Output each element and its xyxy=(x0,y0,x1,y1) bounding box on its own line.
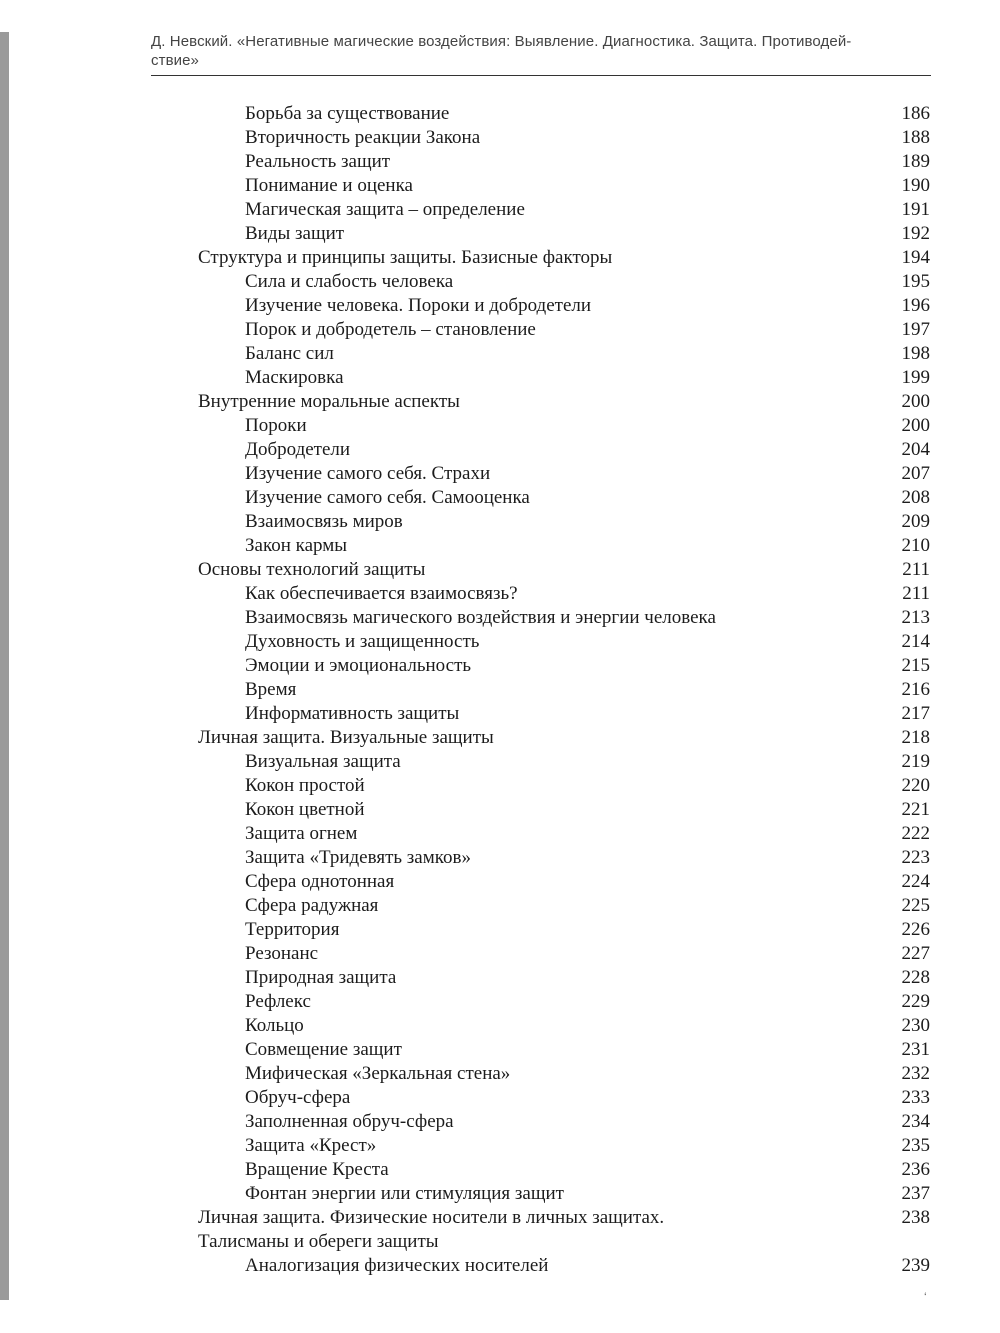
toc-entry-page-number: 235 xyxy=(901,1135,930,1156)
toc-entry-page-number: 189 xyxy=(901,151,930,172)
toc-entry-title: Аналогизация физических носителей xyxy=(245,1255,549,1276)
toc-entry-title: Как обеспечивается взаимосвязь? xyxy=(245,583,518,604)
toc-entry[interactable] xyxy=(0,990,1000,1014)
toc-entry-page-number: 200 xyxy=(901,415,930,436)
toc-entry-title: Пороки xyxy=(245,415,307,436)
toc-entry[interactable] xyxy=(0,462,1000,486)
toc-entry-title: Закон кармы xyxy=(245,535,348,556)
toc-entry-page-number: 207 xyxy=(901,463,930,484)
toc-entry-page-number: 227 xyxy=(901,943,930,964)
toc-entry-title: Эмоции и эмоциональность xyxy=(245,655,472,676)
toc-entry[interactable] xyxy=(0,174,1000,198)
toc-entry-title: Рефлекс xyxy=(245,991,311,1012)
toc-entry[interactable] xyxy=(0,894,1000,918)
toc-entry-title: Внутренние моральные аспекты xyxy=(198,391,460,412)
toc-entry-title: Основы технологий защиты xyxy=(198,559,426,580)
toc-entry-page-number: 213 xyxy=(901,607,930,628)
toc-entry[interactable] xyxy=(0,1158,1000,1182)
toc-entry-page-number: 194 xyxy=(901,247,930,268)
toc-entry[interactable] xyxy=(0,198,1000,222)
toc-entry-title: Защита «Крест» xyxy=(245,1135,377,1156)
toc-entry-title: Взаимосвязь магического воздействия и энергии человека xyxy=(245,607,716,628)
toc-entry-page-number: 191 xyxy=(901,199,930,220)
toc-entry[interactable] xyxy=(0,750,1000,774)
toc-entry[interactable] xyxy=(0,966,1000,990)
toc-entry[interactable] xyxy=(0,678,1000,702)
toc-entry-page-number: 226 xyxy=(901,919,930,940)
toc-entry-title: Сфера однотонная xyxy=(245,871,395,892)
toc-entry[interactable] xyxy=(0,774,1000,798)
toc-entry-title: Личная защита. Визуальные защиты xyxy=(198,727,494,748)
toc-entry-title: Сила и слабость человека xyxy=(245,271,454,292)
toc-entry-page-number: 211 xyxy=(902,559,930,580)
toc-entry-page-number: 186 xyxy=(901,103,930,124)
toc-entry-page-number: 210 xyxy=(901,535,930,556)
toc-entry[interactable] xyxy=(0,1206,1000,1230)
toc-entry-title: Природная защита xyxy=(245,967,397,988)
toc-entry-page-number: 229 xyxy=(901,991,930,1012)
toc-entry-title: Визуальная защита xyxy=(245,751,401,772)
toc-entry-title: Взаимосвязь миров xyxy=(245,511,403,532)
toc-entry[interactable] xyxy=(0,102,1000,126)
toc-entry[interactable] xyxy=(0,654,1000,678)
toc-entry-title: Понимание и оценка xyxy=(245,175,413,196)
toc-entry-page-number: 228 xyxy=(901,967,930,988)
toc-entry-page-number: 238 xyxy=(901,1207,930,1228)
toc-entry-page-number: 199 xyxy=(901,367,930,388)
toc-entry[interactable] xyxy=(0,438,1000,462)
toc-entry-page-number: 208 xyxy=(901,487,930,508)
toc-entry-page-number: 216 xyxy=(901,679,930,700)
toc-entry-title: Духовность и защищенность xyxy=(245,631,480,652)
toc-entry[interactable] xyxy=(0,390,1000,414)
toc-entry-title: Изучение самого себя. Страхи xyxy=(245,463,491,484)
toc-entry[interactable] xyxy=(0,1254,1000,1278)
toc-entry-title: Фонтан энергии или стимуляция защит xyxy=(245,1183,564,1204)
toc-entry-page-number: 232 xyxy=(901,1063,930,1084)
toc-entry[interactable] xyxy=(0,822,1000,846)
toc-entry-page-number: 220 xyxy=(901,775,930,796)
toc-entry-title: Баланс сил xyxy=(245,343,334,364)
toc-entry-page-number: 234 xyxy=(901,1111,930,1132)
toc-entry-page-number: 239 xyxy=(901,1255,930,1276)
toc-entry-page-number: 197 xyxy=(901,319,930,340)
table-of-contents xyxy=(0,102,1000,1278)
toc-entry-page-number: 188 xyxy=(901,127,930,148)
toc-entry-title: Магическая защита – определение xyxy=(245,199,525,220)
toc-entry-page-number: 237 xyxy=(901,1183,930,1204)
toc-entry-title: Реальность защит xyxy=(245,151,391,172)
toc-entry-page-number: 198 xyxy=(901,343,930,364)
toc-entry[interactable] xyxy=(0,246,1000,270)
toc-entry-page-number: 214 xyxy=(901,631,930,652)
toc-entry-title: Виды защит xyxy=(245,223,345,244)
toc-entry-page-number: 196 xyxy=(901,295,930,316)
toc-entry-page-number: 211 xyxy=(902,583,930,604)
toc-entry-page-number: 209 xyxy=(901,511,930,532)
toc-entry-title: Заполненная обруч-сфера xyxy=(245,1111,454,1132)
toc-entry-title: Добродетели xyxy=(245,439,351,460)
toc-entry-page-number: 190 xyxy=(901,175,930,196)
toc-entry-title: Мифическая «Зеркальная стена» xyxy=(245,1063,511,1084)
toc-entry[interactable] xyxy=(0,1134,1000,1158)
toc-entry-title: Порок и добродетель – становление xyxy=(245,319,536,340)
toc-entry[interactable] xyxy=(0,126,1000,150)
toc-entry[interactable] xyxy=(0,1230,1000,1254)
toc-entry-title: Вращение Креста xyxy=(245,1159,389,1180)
toc-entry-page-number: 215 xyxy=(901,655,930,676)
toc-entry-title: Территория xyxy=(245,919,340,940)
toc-entry-title: Кокон цветной xyxy=(245,799,365,820)
toc-entry-page-number: 225 xyxy=(901,895,930,916)
toc-entry-page-number: 231 xyxy=(901,1039,930,1060)
toc-entry-page-number: 230 xyxy=(901,1015,930,1036)
toc-entry[interactable] xyxy=(0,414,1000,438)
toc-entry-page-number: 217 xyxy=(901,703,930,724)
toc-entry-page-number: 222 xyxy=(901,823,930,844)
toc-entry-title: Кольцо xyxy=(245,1015,304,1036)
toc-entry-title: Защита «Тридевять замков» xyxy=(245,847,471,868)
toc-entry[interactable] xyxy=(0,1182,1000,1206)
toc-entry-title: Структура и принципы защиты. Базисные факторы xyxy=(198,247,613,268)
toc-entry-title: Обруч-сфера xyxy=(245,1087,351,1108)
toc-entry[interactable] xyxy=(0,1038,1000,1062)
toc-entry-title: Сфера радужная xyxy=(245,895,379,916)
toc-entry[interactable] xyxy=(0,510,1000,534)
toc-entry-title: Личная защита. Физические носители в личных защитах. xyxy=(198,1207,665,1228)
toc-entry[interactable] xyxy=(0,342,1000,366)
toc-entry-title: Резонанс xyxy=(245,943,319,964)
toc-entry[interactable] xyxy=(0,1014,1000,1038)
running-head-text: Д. Невский. «Негативные магические воздействия: Выявление. Диагностика. Защита. Противодей- ствие» xyxy=(151,33,852,69)
toc-entry[interactable] xyxy=(0,318,1000,342)
toc-entry[interactable] xyxy=(0,606,1000,630)
toc-entry-page-number: 224 xyxy=(901,871,930,892)
toc-entry-title: Защита огнем xyxy=(245,823,358,844)
toc-entry-page-number: 204 xyxy=(901,439,930,460)
toc-entry[interactable] xyxy=(0,222,1000,246)
toc-entry[interactable] xyxy=(0,726,1000,750)
toc-entry[interactable] xyxy=(0,918,1000,942)
toc-entry-page-number: 223 xyxy=(901,847,930,868)
toc-entry-title: Вторичность реакции Закона xyxy=(245,127,481,148)
toc-entry-title: Изучение человека. Пороки и добродетели xyxy=(245,295,592,316)
toc-entry[interactable] xyxy=(0,942,1000,966)
toc-entry[interactable] xyxy=(0,870,1000,894)
toc-entry-page-number: 195 xyxy=(901,271,930,292)
toc-entry[interactable] xyxy=(0,270,1000,294)
toc-entry-title: Информативность защиты xyxy=(245,703,460,724)
running-head xyxy=(151,32,931,70)
toc-entry-title: Маскировка xyxy=(245,367,344,388)
toc-entry[interactable] xyxy=(0,294,1000,318)
toc-entry[interactable] xyxy=(0,846,1000,870)
toc-entry[interactable] xyxy=(0,1110,1000,1134)
toc-entry[interactable] xyxy=(0,702,1000,726)
toc-entry[interactable] xyxy=(0,558,1000,582)
toc-entry-title: Совмещение защит xyxy=(245,1039,402,1060)
toc-entry[interactable] xyxy=(0,582,1000,606)
toc-entry-page-number: 218 xyxy=(901,727,930,748)
toc-entry-title: Изучение самого себя. Самооценка xyxy=(245,487,530,508)
toc-entry-title: Время xyxy=(245,679,297,700)
toc-entry-page-number: 200 xyxy=(901,391,930,412)
toc-entry[interactable] xyxy=(0,630,1000,654)
toc-entry[interactable] xyxy=(0,366,1000,390)
toc-entry-title: Борьба за существование xyxy=(245,103,450,124)
toc-entry-page-number: 221 xyxy=(901,799,930,820)
toc-entry[interactable] xyxy=(0,150,1000,174)
toc-entry[interactable] xyxy=(0,1062,1000,1086)
toc-entry[interactable] xyxy=(0,486,1000,510)
toc-entry[interactable] xyxy=(0,798,1000,822)
header-rule xyxy=(151,75,931,76)
toc-entry-page-number: 192 xyxy=(901,223,930,244)
toc-entry[interactable] xyxy=(0,1086,1000,1110)
toc-entry-title: Кокон простой xyxy=(245,775,365,796)
page-corner-mark: ‘ xyxy=(924,1290,927,1304)
toc-entry-page-number: 236 xyxy=(901,1159,930,1180)
toc-entry-title: Талисманы и обереги защиты xyxy=(198,1231,439,1252)
toc-entry[interactable] xyxy=(0,534,1000,558)
toc-entry-page-number: 233 xyxy=(901,1087,930,1108)
toc-entry-page-number: 219 xyxy=(901,751,930,772)
